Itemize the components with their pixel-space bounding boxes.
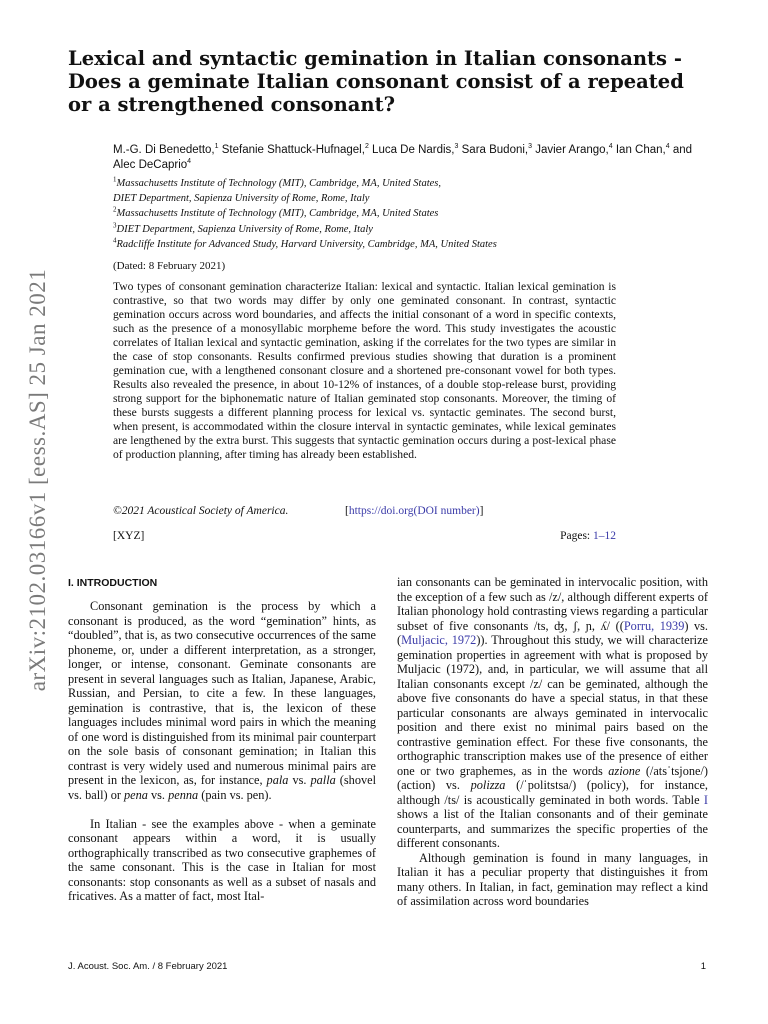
author-affil-mark: 3 (454, 143, 459, 151)
author-affil-mark: 1 (214, 143, 219, 151)
affiliation (113, 176, 708, 191)
author-name: Sara Budoni, (461, 144, 529, 156)
text-run: vs. (288, 773, 311, 787)
text-run: shows a list of the Italian consonants and of their geminate counterparts, and summarizes the specific properties of the different consonants. (397, 807, 708, 850)
text-run: (shovel vs. ball) or (68, 773, 376, 802)
right-column (397, 575, 708, 909)
dated-line: (Dated: 8 February 2021) (113, 260, 226, 272)
paragraph: Although gemination is found in many languages, in Italian it has a peculiar property that distinguishes it from many others. In Italian, in fact, gemination may reflect a kind of assimilation across word boundaries (397, 850, 708, 908)
footer-journal: J. Acoust. Soc. Am. / 8 February 2021 (68, 961, 228, 972)
affiliation-mark: 4 (113, 236, 117, 245)
paragraph (397, 575, 708, 851)
paragraph: In Italian - see the examples above - when a geminate consonant appears within a word, it is usually orthographically transcribed as two consecutive graphemes of the same consonant. This is the case in Italian for most consonants: stop consonants as well as a subset of nasals and fricatives. As a matter of fact, most Ital- (68, 816, 376, 903)
affiliation (113, 191, 708, 206)
citation-link[interactable]: Porru, 1939 (623, 618, 685, 633)
author-name: Stefanie Shattuck-Hufnagel, (221, 144, 365, 156)
abstract: Two types of consonant gemination characterize Italian: lexical and syntactic. Italian lexical gemination is contrastive, so that two words may differ by only one geminated consonant. In contrast, syntactic gemination occurs across word boundaries, and affects the initial consonant of a word in specific contexts, such as the presence of a monosyllabic morpheme before the word. This study investigates the acoustic correlates of Italian lexical and syntactic gemination, asking if the correlates for the two types are similar in the case of stop consonants. Results confirmed previous studies showing that duration is a prominent gemination cue, with a lengthened consonant closure and a shortened pre-consonant vowel for both types. Results also revealed the presence, in about 10-12% of instances, of a double stop-release burst, providing strong support for the biphonematic nature of Italian geminated stop consonants. Moreover, the timing of these bursts suggests a different planning process for lexical vs. syntactic geminates. The second burst, when present, is accommodated within the closure interval in syntactic geminates, while lexical geminates are lengthened by the extra burst. This suggests that syntactic gemination occurs during a post-lexical phase of production planning, after timing has already been established. (113, 280, 616, 461)
affiliation-text: Massachusetts Institute of Technology (MIT), Cambridge, MA, United States, (116, 178, 441, 189)
text-run: )). Throughout this study, we will characterize gemination properties in agreement with what is proposed by Muljacic (1972), and, in particular, we will assume that all Italian consonants except /z/ can be geminated, although the above five consonants do have a special status, in that these particular consonants are always geminated in intervocalic position and there exist no minimal pairs based on the contrastive gemination effect. For these five consonants, the orthographic transcription makes use of the presence of either one or two graphemes, as in the words (397, 633, 708, 778)
affiliation-mark: 3 (113, 221, 117, 230)
affiliation-text: Radcliffe Institute for Advanced Study, Harvard University, Cambridge, MA, United States (116, 238, 497, 250)
text-run: ) vs. ( (397, 618, 708, 647)
table-ref-link[interactable]: I (703, 792, 708, 807)
doi-link[interactable]: https://doi.org(DOI number) (348, 505, 480, 517)
arxiv-stamp (18, 270, 58, 690)
example-word: palla (310, 773, 336, 787)
author-name: and Alec DeCaprio (113, 144, 693, 171)
affiliation-list (113, 176, 708, 252)
author-affil-mark: 2 (364, 143, 369, 151)
left-column (68, 599, 376, 904)
text-run: (pain vs. pen). (198, 787, 272, 802)
author-list (113, 143, 708, 173)
text-run: (/atsˈtsjone/) (action) vs. (397, 763, 708, 792)
affiliation-mark: 2 (113, 205, 117, 214)
section-heading-introduction: I. INTRODUCTION (68, 577, 158, 589)
author-name: M.-G. Di Benedetto, (113, 144, 215, 156)
affiliation (113, 206, 708, 221)
affiliation-text: Massachusetts Institute of Technology (MIT), Cambridge, MA, United States (116, 208, 439, 220)
page-range (560, 530, 616, 542)
author-affil-mark: 4 (665, 143, 670, 151)
author-affil-mark: 3 (528, 143, 533, 151)
copyright-notice: ©2021 Acoustical Society of America. (113, 505, 289, 517)
manuscript-id: [XYZ] (113, 530, 145, 542)
paper-title: Lexical and syntactic gemination in Italian consonants - Does a geminate Italian consonant consist of a repeated or a strengthened consonant? (68, 47, 684, 116)
footer-page-number: 1 (700, 961, 706, 972)
example-word: pena (124, 787, 148, 802)
author-name: Ian Chan, (615, 144, 666, 156)
text-run: (/ˈpolitstsa/) (policy), for instance, although /ts/ is acoustically geminated in both words. Table (397, 778, 708, 807)
arxiv-stamp-text: arXiv:2102.03166v1 [eess.AS] 25 Jan 2021 (25, 268, 50, 692)
doi-reference (345, 505, 483, 517)
page-range-link[interactable]: 1–12 (593, 530, 616, 542)
affiliation (113, 222, 708, 237)
author-affil-mark: 4 (187, 158, 192, 166)
doi-bracket-close: ] (479, 505, 484, 517)
text-run: ian consonants can be geminated in intervocalic position, with the exception of a few such as /z/, although different experts of Italian phonology hold contrasting views regarding a particular subset of five consonants /ts, ʤ, ʃ, ɲ, ʎ/ (( (397, 575, 708, 633)
author-affil-mark: 4 (608, 143, 613, 151)
affiliation-text: DIET Department, Sapienza University of Rome, Rome, Italy (113, 193, 370, 205)
doi-bracket-open: [ (345, 505, 349, 517)
example-word: penna (168, 787, 199, 802)
citation-link[interactable]: Muljacic, 1972 (401, 633, 477, 647)
paragraph (68, 599, 376, 802)
text-run: vs. (147, 787, 169, 802)
page-range-label: Pages: (560, 530, 593, 542)
affiliation-text: DIET Department, Sapienza University of Rome, Rome, Italy (116, 223, 373, 235)
affiliation-mark: 1 (113, 175, 117, 184)
example-word: polizza (470, 778, 506, 792)
copyright-line (113, 505, 613, 517)
author-name: Javier Arango, (535, 144, 609, 156)
author-name: Luca De Nardis, (372, 144, 455, 156)
affiliation (113, 237, 708, 252)
example-word: azione (608, 763, 641, 778)
example-word: pala (266, 773, 289, 787)
text-run: Consonant gemination is the process by which a consonant is produced, as the word “gemination” hints, as “doubled”, that is, as two consecutive occurrences of the same phoneme, or, under a different interpretation, as a stronger, longer, or intense, consonant. Geminate consonants are present in several languages such as Italian, Japanese, Arabic, Russian, and Persian, to cite a few. In these languages, gemination is contrastive, that is, the lexicon of these languages includes minimal word pairs in which the meaning of one word is distinguished from its minimal pair counterpart on the sole basis of consonant gemination; in Italian this contrast is very widely used and numerous minimal pairs are present in the lexicon, as, for instance, (68, 599, 376, 787)
